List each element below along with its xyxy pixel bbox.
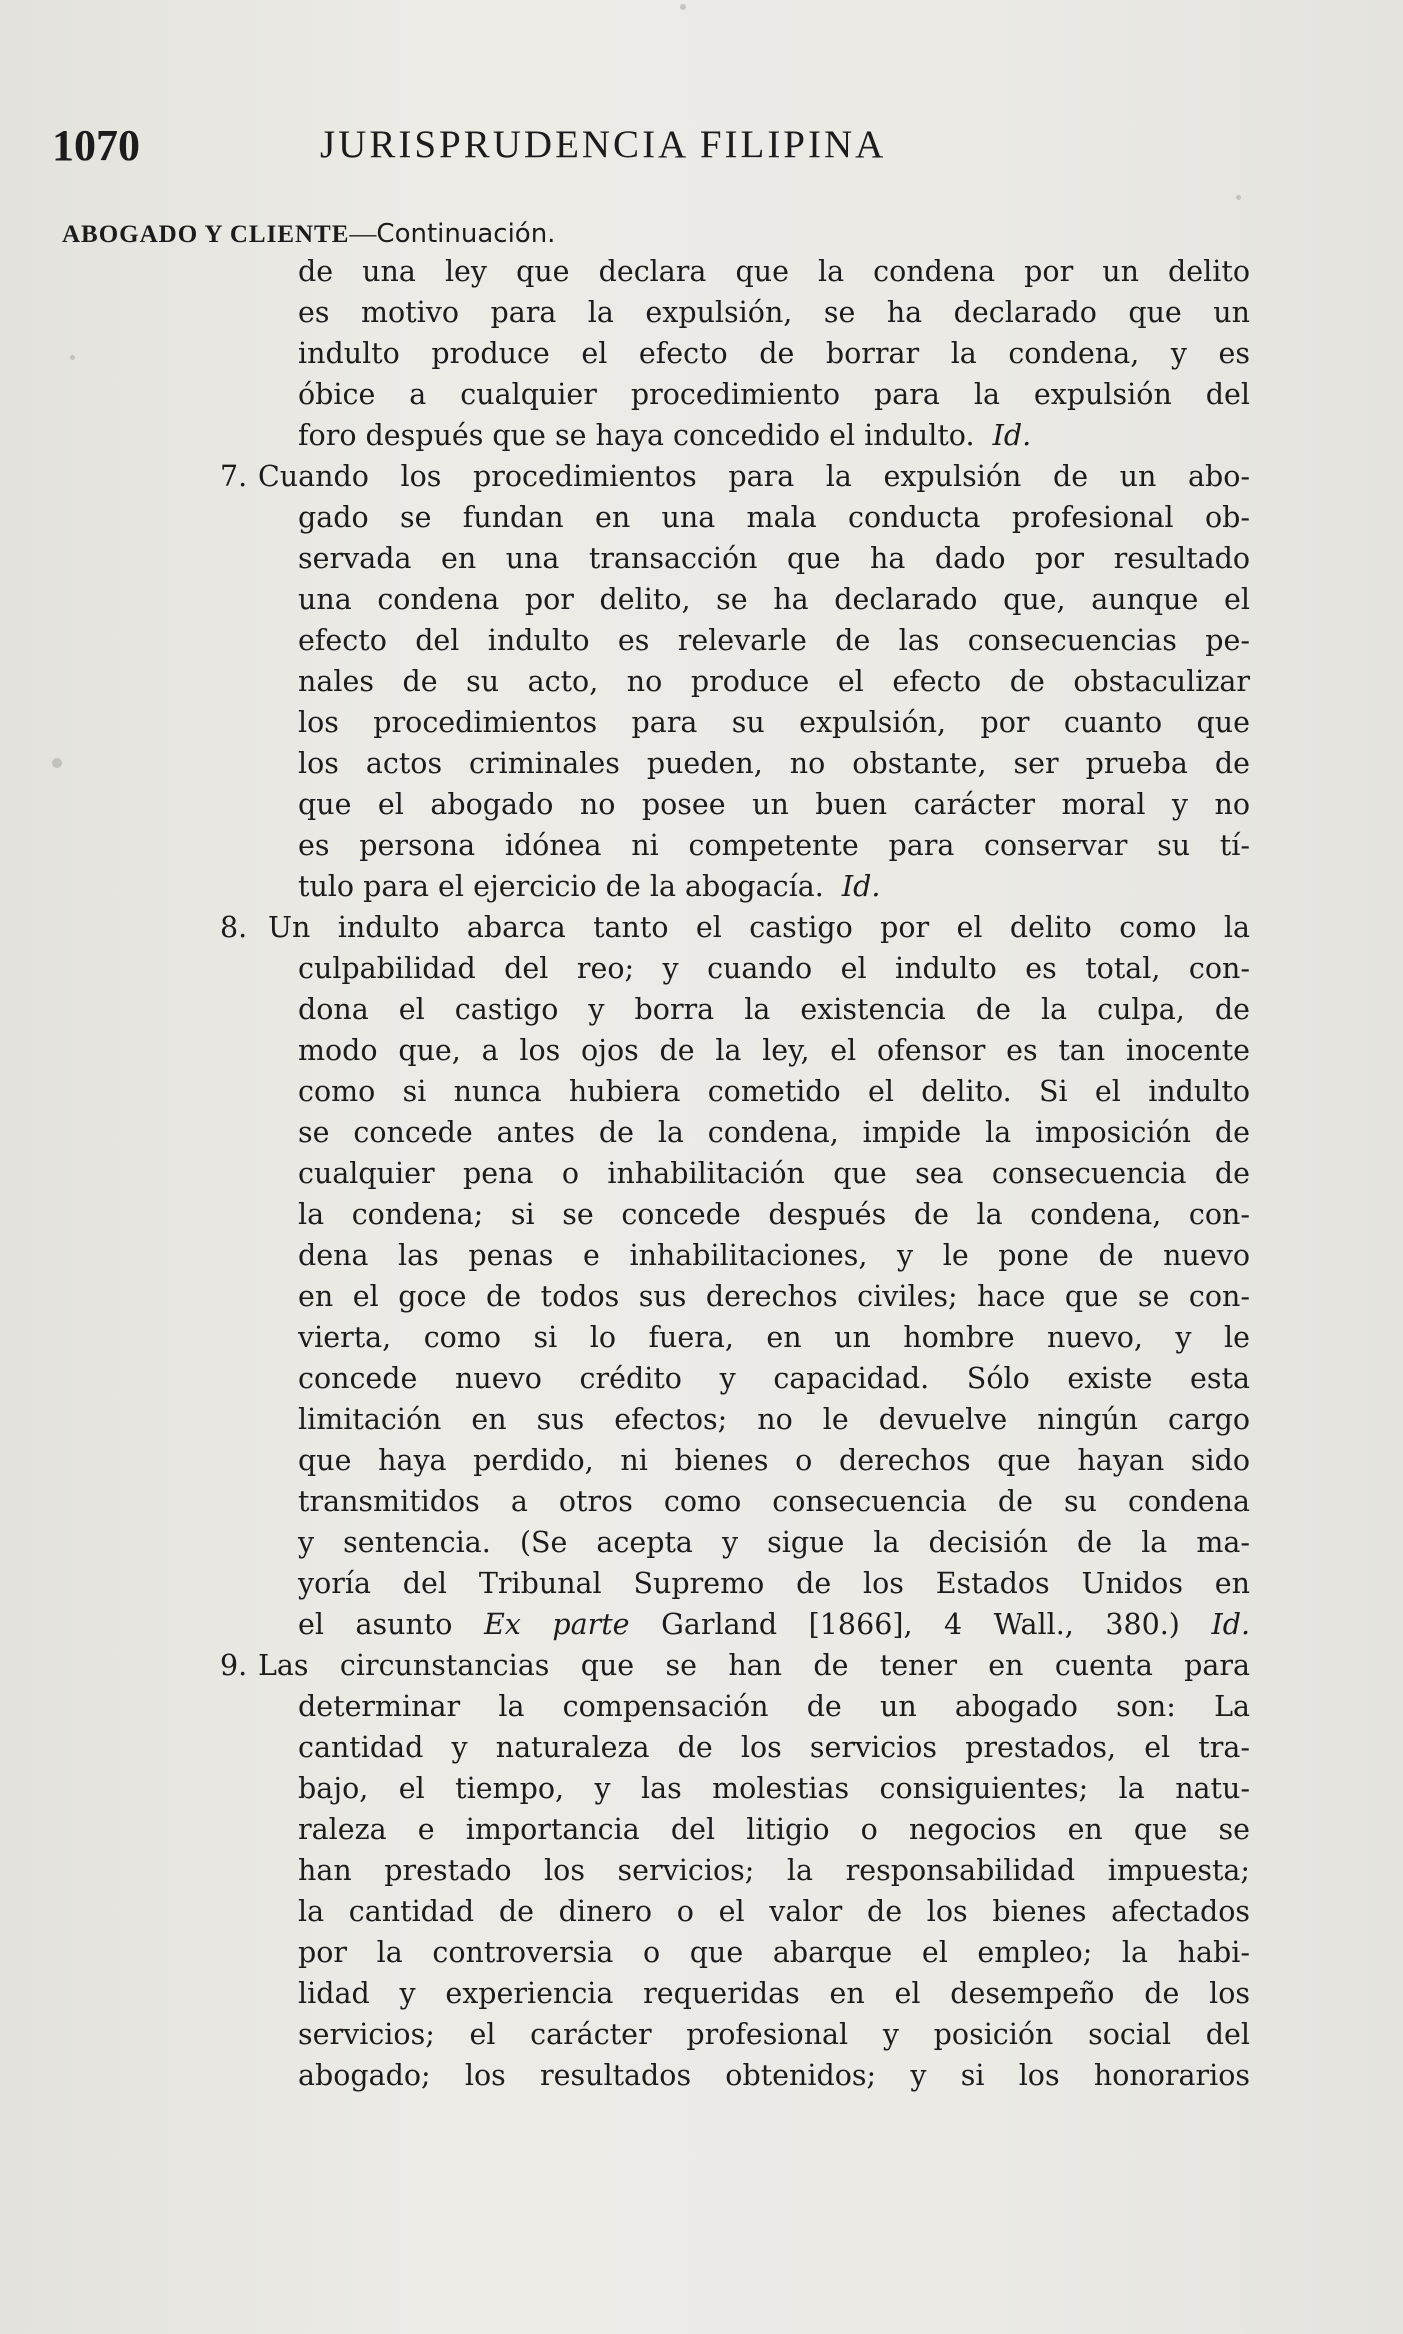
text-line: y sentencia. (Se acepta y sigue la decisión de la ma- [298,1526,1250,1559]
text-line: Un indulto abarca tanto el castigo por el delito como la [268,911,1250,944]
text-line: es motivo para la expulsión, se ha declarado que un [298,296,1250,329]
text-line: servada en una transacción que ha dado por resultado [298,542,1250,575]
text-line: Cuando los procedimientos para la expulsión de un abo- [258,460,1250,493]
citation-id: Id. [1211,1608,1251,1641]
text-line-fragment: Garland [1866], 4 Wall., 380.) [661,1608,1180,1641]
text-line: como si nunca hubiera cometido el delito. Si el indulto [298,1075,1250,1108]
text-line: es persona idónea ni competente para conservar su tí- [298,829,1250,862]
text-line: por la controversia o que abarque el empleo; la habi- [298,1936,1250,1969]
text-line: han prestado los servicios; la responsabilidad impuesta; [298,1854,1250,1887]
item-number-7: 7. [220,460,248,493]
scan-speck [70,355,75,360]
text-line: servicios; el carácter profesional y posición social del [298,2018,1250,2051]
page-number: 1070 [52,121,140,170]
text-line: óbice a cualquier procedimiento para la expulsión del [298,378,1250,411]
text-line: transmitidos a otros como consecuencia de su condena [298,1485,1250,1518]
text-line: cualquier pena o inhabilitación que sea consecuencia de [298,1157,1250,1190]
text-line: en el goce de todos sus derechos civiles; hace que se con- [298,1280,1250,1313]
scan-speck [52,758,62,768]
text-line: cantidad y naturaleza de los servicios prestados, el tra- [298,1731,1250,1764]
section-heading-caps: ABOGADO Y CLIENTE [62,221,350,248]
text-line: los actos criminales pueden, no obstante, ser prueba de [298,747,1250,780]
text-line: la condena; si se concede después de la condena, con- [298,1198,1250,1231]
section-heading-dash: — [349,218,377,248]
text-line: Las circunstancias que se han de tener en cuenta para [258,1649,1250,1682]
text-line: la cantidad de dinero o el valor de los bienes afectados [298,1895,1250,1928]
text-line [298,867,1250,907]
text-line: modo que, a los ojos de la ley, el ofensor es tan inocente [298,1034,1250,1067]
text-line: dena las penas e inhabilitaciones, y le pone de nuevo [298,1239,1250,1272]
text-line: dona el castigo y borra la existencia de la culpa, de [298,993,1250,1026]
scan-speck [1236,195,1241,200]
item-number-8: 8. [220,911,248,944]
text-line: efecto del indulto es relevarle de las consecuencias pe- [298,624,1250,657]
text-line: vierta, como si lo fuera, en un hombre nuevo, y le [298,1321,1250,1354]
text-line: de una ley que declara que la condena por un delito [298,255,1250,288]
text-line [298,416,1250,456]
text-line-fragment: foro después que se haya concedido el indulto. [298,419,975,452]
text-line: que haya perdido, ni bienes o derechos que hayan sido [298,1444,1250,1477]
text-line: culpabilidad del reo; y cuando el indulto es total, con- [298,952,1250,985]
text-line: bajo, el tiempo, y las molestias consiguientes; la natu- [298,1772,1250,1805]
text-line-fragment: el asunto [298,1608,453,1641]
running-title: JURISPRUDENCIA FILIPINA [320,123,887,166]
text-line: lidad y experiencia requeridas en el desempeño de los [298,1977,1250,2010]
scan-speck [680,4,686,10]
text-line: los procedimientos para su expulsión, por cuanto que [298,706,1250,739]
text-line: raleza e importancia del litigio o negocios en que se [298,1813,1250,1846]
citation-id: Id. [992,419,1032,452]
citation-ex-parte: Ex parte [483,1608,630,1641]
text-line: yoría del Tribunal Supremo de los Estados Unidos en [298,1567,1250,1600]
text-line: concede nuevo crédito y capacidad. Sólo existe esta [298,1362,1250,1395]
text-line-fragment: tulo para el ejercicio de la abogacía. [298,870,824,903]
text-line: nales de su acto, no produce el efecto de obstaculizar [298,665,1250,698]
text-line: gado se fundan en una mala conducta profesional ob- [298,501,1250,534]
section-heading [62,218,555,249]
page-header [52,120,1252,180]
text-line: que el abogado no posee un buen carácter moral y no [298,788,1250,821]
text-line: se concede antes de la condena, impide la imposición de [298,1116,1250,1149]
text-line [298,1605,1250,1645]
text-line: determinar la compensación de un abogado son: La [298,1690,1250,1723]
text-line: una condena por delito, se ha declarado que, aunque el [298,583,1250,616]
item-number-9: 9. [220,1649,248,1682]
text-line: abogado; los resultados obtenidos; y si los honorarios [298,2059,1250,2092]
section-continuation: Continuación. [376,219,556,249]
text-line: limitación en sus efectos; no le devuelve ningún cargo [298,1403,1250,1436]
text-line: indulto produce el efecto de borrar la condena, y es [298,337,1250,370]
citation-id: Id. [841,870,881,903]
